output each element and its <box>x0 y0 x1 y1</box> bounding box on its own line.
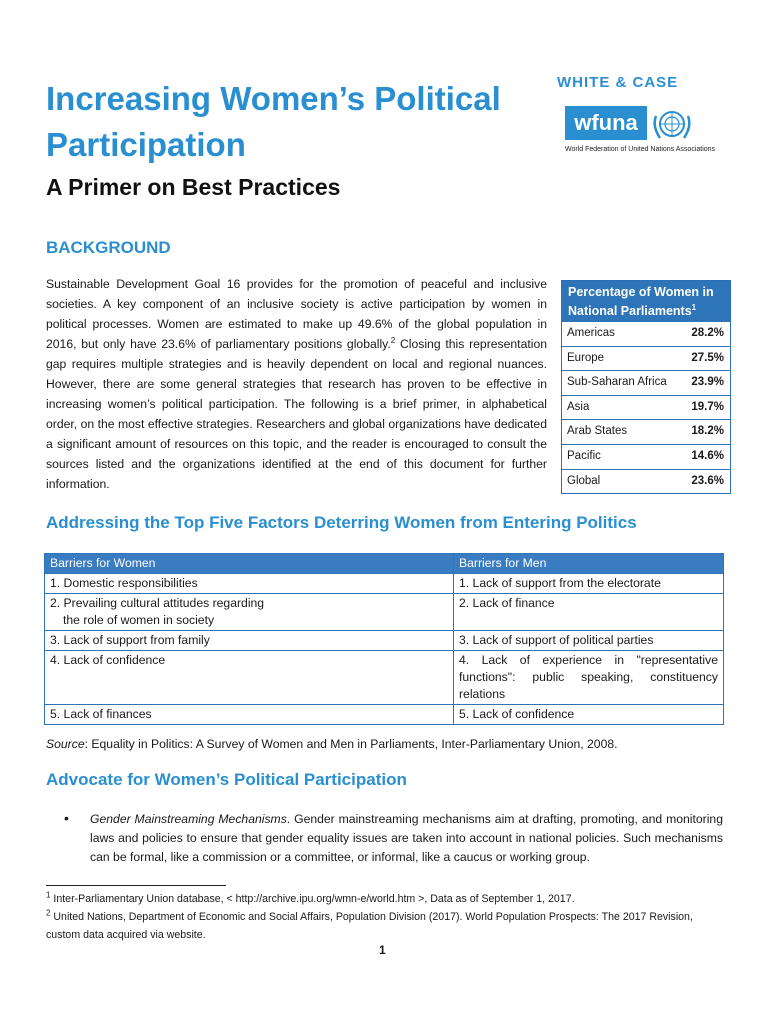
barrier-men-cell: 2. Lack of finance <box>454 594 724 631</box>
region-label: Americas <box>567 327 615 339</box>
table-row <box>45 594 724 631</box>
footnote-2 <box>46 908 726 944</box>
region-label: Pacific <box>567 449 601 462</box>
table-row <box>562 395 730 420</box>
parliament-share-heading-text: Percentage of Women in National Parliaments <box>568 285 714 318</box>
white-case-logo: WHITE & CASE <box>557 74 679 91</box>
region-value: 28.2% <box>691 327 724 339</box>
bullet-icon: • <box>64 810 69 826</box>
table-row <box>562 469 730 494</box>
region-label: Sub-Saharan Africa <box>567 376 667 389</box>
table-header-row <box>45 554 724 574</box>
bullet-title: Gender Mainstreaming Mechanisms <box>90 812 287 826</box>
list-item <box>90 810 723 867</box>
barrier-men-cell: 5. Lack of confidence <box>454 705 724 725</box>
background-text-a: Sustainable Development Goal 16 provides for the promotion of peaceful and inclusive societies. A key component of an inclusive society is active participation by women in political processes. Women are estimated to make up 49.6% of the global population in 2016, but only have 23.6% of parliamentary positions globally. <box>46 277 547 351</box>
table-row <box>562 419 730 444</box>
table-row <box>562 321 730 346</box>
barriers-table <box>44 553 724 725</box>
footnote-divider <box>46 885 226 886</box>
barrier-women-cell: 1. Domestic responsibilities <box>45 574 454 594</box>
barrier-men-cell: 3. Lack of support of political parties <box>454 631 724 651</box>
page-number: 1 <box>379 943 386 957</box>
barrier-women-text: 2. Prevailing cultural attitudes regarding <box>50 596 265 610</box>
source-text: : Equality in Politics: A Survey of Women and Men in Parliaments, Inter-Parliamentary Union, 2008. <box>84 737 618 751</box>
table-row <box>562 346 730 371</box>
footnote-text: Inter-Parliamentary Union database, < http://archive.ipu.org/wmn-e/world.htm >, Data as of September 1, 2017. <box>50 893 575 905</box>
barrier-women-cell <box>45 594 454 631</box>
barrier-women-cell: 5. Lack of finances <box>45 705 454 725</box>
footnote-ref-1[interactable]: 1 <box>691 302 697 312</box>
table-source <box>46 737 618 751</box>
page-title-line1: Increasing Women’s Political <box>46 80 501 117</box>
source-label: Source <box>46 737 85 751</box>
table-row <box>45 651 724 705</box>
region-label: Global <box>567 474 601 487</box>
barrier-women-text-cont: the role of women in society <box>63 613 215 627</box>
page-title <box>46 76 546 168</box>
column-header-men: Barriers for Men <box>454 554 724 574</box>
footnote-ref-2[interactable]: 2 <box>390 335 396 345</box>
table-row <box>45 574 724 594</box>
barrier-men-cell: 1. Lack of support from the electorate <box>454 574 724 594</box>
column-header-women: Barriers for Women <box>45 554 454 574</box>
table-row <box>562 370 730 395</box>
table-row <box>45 705 724 725</box>
region-value: 27.5% <box>691 351 724 364</box>
region-value: 19.7% <box>691 400 724 413</box>
factors-heading: Addressing the Top Five Factors Deterring Women from Entering Politics <box>46 513 637 532</box>
table-row <box>45 631 724 651</box>
barrier-women-cell: 3. Lack of support from family <box>45 631 454 651</box>
footnote-mark: 2 <box>46 908 51 918</box>
page-title-line2: Participation <box>46 126 246 163</box>
region-value: 23.9% <box>691 376 724 389</box>
wfuna-caption: World Federation of United Nations Associations <box>565 146 716 153</box>
barrier-men-cell: 4. Lack of experience in "representative functions": public speaking, constituency relations <box>454 651 724 705</box>
region-label: Europe <box>567 351 605 364</box>
region-value: 23.6% <box>691 474 724 487</box>
background-paragraph <box>46 274 547 494</box>
parliament-share-table <box>561 280 731 494</box>
page-subtitle: A Primer on Best Practices <box>46 174 341 200</box>
background-text-b: Closing this representation gap requires multiple strategies and is heavily dependent on local and regional nuances. However, there are some general strategies that research has proven to be effective in increasing women’s political participation. The following is a brief primer, in alphabetical order, on the most effective strategies. Researchers and global organizations have dedicated a significant amount of resources on this topic, and the reader is encouraged to consult the sources listed and the organizations identified at the end of this document for further information. <box>46 337 547 491</box>
region-value: 18.2% <box>691 425 724 438</box>
un-emblem-icon <box>650 104 694 144</box>
bullet-body: . Gender mainstreaming mechanisms aim at drafting, promoting, and monitoring laws and policies to ensure that gender equality issues are taken into account in national policies. Such mechanisms can be formal, like a commission or a committee, or informal, like a caucus or working group. <box>90 812 723 864</box>
wfuna-logo: wfuna <box>565 106 647 140</box>
region-label: Asia <box>567 400 590 413</box>
parliament-share-heading <box>562 281 730 321</box>
table-row <box>562 444 730 469</box>
region-label: Arab States <box>567 425 628 438</box>
region-value: 14.6% <box>691 449 724 462</box>
barrier-women-cell: 4. Lack of confidence <box>45 651 454 705</box>
advocate-heading: Advocate for Women’s Political Participation <box>46 770 407 789</box>
background-heading: BACKGROUND <box>46 238 171 257</box>
footnote-mark: 1 <box>46 890 51 900</box>
footnote-text: United Nations, Department of Economic and Social Affairs, Population Division (2017). World Population Prospects: The 2017 Revision, custom data acquired via website. <box>46 911 693 941</box>
footnote-1 <box>46 890 726 908</box>
